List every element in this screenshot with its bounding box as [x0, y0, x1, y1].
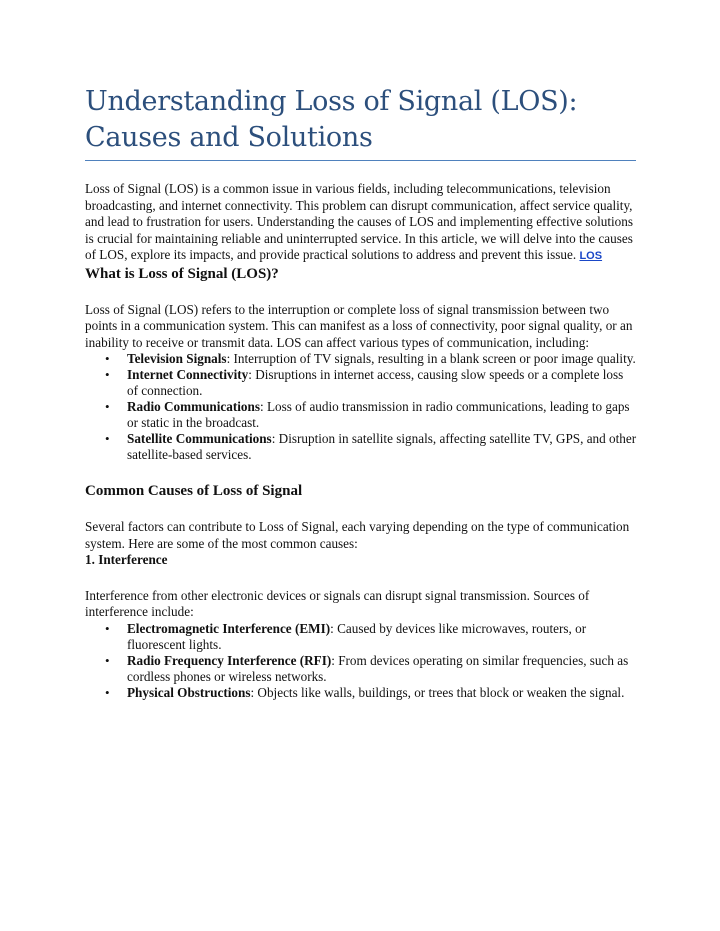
list-item — [85, 399, 637, 431]
bullet-icon: • — [105, 620, 110, 636]
what-is-paragraph: Loss of Signal (LOS) refers to the interruption or complete loss of signal transmission between two points in a communication system. This can manifest as a loss of connectivity, poor signal quality, or an inability to receive or transmit data. LOS can affect various types of communication, including: — [85, 301, 633, 350]
list-item-term: Electromagnetic Interference (EMI) — [127, 620, 331, 636]
list-item — [85, 685, 637, 701]
intro-text: Loss of Signal (LOS) is a common issue in various fields, including telecommunications, television broadcasting, and internet connectivity. This problem can disrupt communication, affect service quality, and lead to frustration for users. Understanding the causes of LOS and implementing effective solutions is crucial for maintaining reliable and uninterrupted service. In this article, we will delve into the causes of LOS, explore its impacts, and provide practical solutions to address and prevent this issue. — [85, 181, 634, 262]
list-item-term: Satellite Communications — [127, 431, 272, 446]
common-causes-paragraph: Several factors can contribute to Loss of Signal, each varying depending on the type of communication system. Here are some of the most common causes: — [85, 519, 630, 551]
list-item-desc: : Disruption in satellite signals, affecting satellite TV, GPS, and other satellite-based services. — [127, 431, 637, 462]
bullet-icon: • — [105, 431, 110, 446]
title-line-1: Understanding Loss of Signal (LOS): — [85, 86, 578, 117]
list-item-term: Radio Communications — [127, 399, 260, 414]
interference-sources-list — [85, 621, 637, 701]
bullet-icon: • — [105, 351, 110, 366]
los-link[interactable]: LOS — [579, 250, 603, 262]
list-item — [85, 621, 637, 653]
section-heading-common-causes: Common Causes of Loss of Signal — [85, 483, 303, 499]
list-item-desc: : From devices operating on similar frequencies, such as cordless phones or wireless networks. — [127, 652, 629, 684]
list-item-term: Internet Connectivity — [127, 367, 249, 382]
list-item — [85, 367, 637, 399]
list-item — [85, 351, 637, 367]
section-heading-what-is: What is Loss of Signal (LOS)? — [85, 265, 279, 282]
list-item-term: Television Signals — [127, 351, 227, 366]
list-item — [85, 431, 637, 463]
subheading-interference: 1. Interference — [85, 552, 168, 567]
page-title — [85, 84, 637, 160]
title-divider — [85, 160, 636, 161]
intro-paragraph — [85, 181, 637, 265]
list-item-desc: : Interruption of TV signals, resulting in a blank screen or poor image quality. — [226, 351, 636, 366]
list-item-term: Radio Frequency Interference (RFI) — [127, 652, 332, 668]
interference-paragraph: Interference from other electronic devices or signals can disrupt signal transmission. Sources of interference include: — [85, 587, 590, 619]
bullet-icon: • — [105, 652, 110, 668]
list-item-desc: : Caused by devices like microwaves, routers, or fluorescent lights. — [127, 620, 587, 652]
list-item-desc: : Disruptions in internet access, causing slow speeds or a complete loss of connection. — [127, 367, 624, 398]
bullet-icon: • — [105, 684, 110, 700]
signal-types-list — [85, 351, 637, 463]
title-line-2: Causes and Solutions — [85, 122, 373, 153]
list-item — [85, 653, 637, 685]
bullet-icon: • — [105, 399, 110, 414]
list-item-desc: : Objects like walls, buildings, or trees that block or weaken the signal. — [250, 684, 625, 700]
bullet-icon: • — [105, 367, 110, 382]
list-item-term: Physical Obstructions — [127, 684, 251, 700]
list-item-desc: : Loss of audio transmission in radio communications, leading to gaps or static in the broadcast. — [127, 399, 630, 430]
document-page — [85, 84, 637, 720]
